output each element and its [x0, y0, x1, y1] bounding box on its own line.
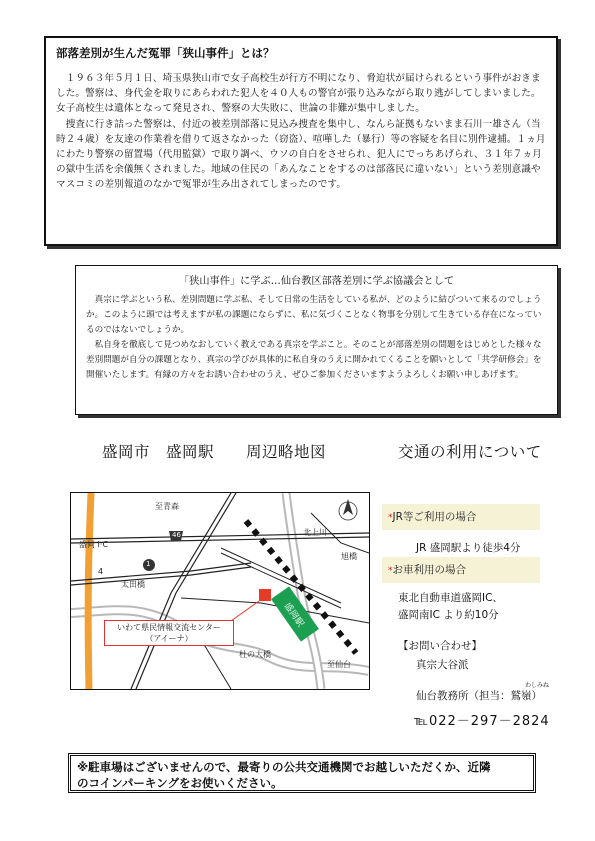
map-graphic	[71, 493, 369, 689]
label-route4: 4	[98, 567, 104, 576]
car-line-2: 盛岡南IC より約10分	[398, 609, 499, 621]
parking-notice	[68, 753, 536, 793]
star-icon: *	[388, 513, 393, 523]
label-moriohashi: 杜の大橋	[239, 650, 271, 659]
label-to-sendai: 至仙台	[327, 660, 351, 669]
label-kitakami: 北上川	[303, 528, 327, 537]
map-title: 盛岡市 盛岡駅 周辺略地図	[102, 443, 327, 461]
star-icon: *	[388, 566, 393, 576]
label-morioka-ic: 盛岡 I·C	[79, 540, 109, 549]
case-summary-paragraph-2: 捜査に行き詰った警察は、付近の被差別部落に見込み捜査を集中し、なんら証拠もないまま石川一雄さん（当時２４歳）を友達の作業着を借りて返さなかった（窃盗）、喧嘩した（暴行）等の容疑を名目に別件逮捕。１ヵ月にわたり警察の留置場（代用監獄）で取り調べ、ウソの自白をさせられ、犯人にでっちあげられ、３１年７ヵ月の獄中生活を余儀無くされました。地域の住民の「あんなことをするのは部落民に違いない」という差別意識やマスコミの差別報道のなかで冤罪が生み出されてしまったのです。	[56, 118, 546, 191]
case-summary-paragraph-1: １９６３年５月１日、埼玉県狭山市で女子高校生が行方不明になり、脅迫状が届けられるという事件がおきました。警察は、身代金を取りにあらわれた犯人を４０人もの警官が張り込みながら取り逃がしてしまいました。女子高校生は遺体となって発見され、警察の大失敗に、世論の非難が集中しました。	[56, 73, 541, 115]
contact-ruby: わしみね	[525, 682, 550, 689]
venue-marker	[259, 589, 271, 601]
label-aomori: 至青森	[155, 502, 179, 511]
transit-title: 交通の利用について	[398, 443, 542, 461]
jr-heading: JR等ご利用の場合	[392, 511, 477, 523]
station-label: 盛岡駅	[281, 601, 306, 630]
notice-line-2: のコインパーキングをお使いください。	[77, 776, 283, 790]
contact-org-1: 真宗大谷派	[416, 659, 469, 671]
council-box	[75, 265, 558, 415]
car-heading: お車利用の場合	[392, 564, 466, 576]
label-otabashi: 太田橋	[121, 580, 145, 589]
jr-heading-band	[382, 504, 540, 530]
jr-text: JR 盛岡駅より徒歩4分	[416, 542, 521, 554]
contact-org-2: 仙台教務所（担当：鷲嶺）	[416, 690, 542, 702]
notice-line-1: ※駐車場はございませんので、最寄りの公共交通機関でお越しいただくか、近隣	[77, 760, 491, 774]
council-paragraph-1: 真宗に学ぶという私、差別問題に学ぶ私、そして日常の生活をしている私が、どのように結びついて来るのでしょうか。このように頭では考えますが私の課題にならずに、私に気づくことなく物事を分別して生きている存在になっているのではないでしょうか。	[86, 295, 542, 335]
label-route1: 1	[146, 560, 151, 568]
council-title: 「狭山事件」に学ぶ…仙台教区部落差別に学ぶ協議会として	[178, 276, 455, 287]
council-paragraph-2: 私自身を徹底して見つめなおしていく教えである真宗を学ぶこと。そのことが部落差別の問題をはじめとした様々な差別問題が自分の課題となり、真宗の学びが具体的に私自身のうえに開かれてくることを願いとして「共学研修会」を開催いたします。有縁の方々をお誘い合わせのうえ、ぜひご参加くださいますようよろしくお願い申しあげます。	[86, 340, 542, 380]
case-summary-title: 部落差別が生んだ冤罪「狭山事件」とは？	[56, 46, 275, 60]
highway-road	[88, 493, 91, 689]
contact-heading: 【お問い合わせ】	[398, 640, 482, 652]
label-asahibashi: 旭橋	[341, 552, 357, 561]
car-line-1: 東北自動車道盛岡IC、	[398, 592, 503, 604]
label-route46: 46	[172, 531, 181, 539]
contact-tel: ℡022－297－2824	[414, 714, 550, 729]
case-summary-box	[44, 36, 558, 246]
venue-name: いわて県民情報交流センター	[117, 623, 221, 632]
venue-subname: （アイーナ）	[145, 634, 193, 643]
car-heading-band	[382, 557, 540, 583]
area-map	[70, 492, 370, 690]
venue-callout	[104, 620, 234, 646]
